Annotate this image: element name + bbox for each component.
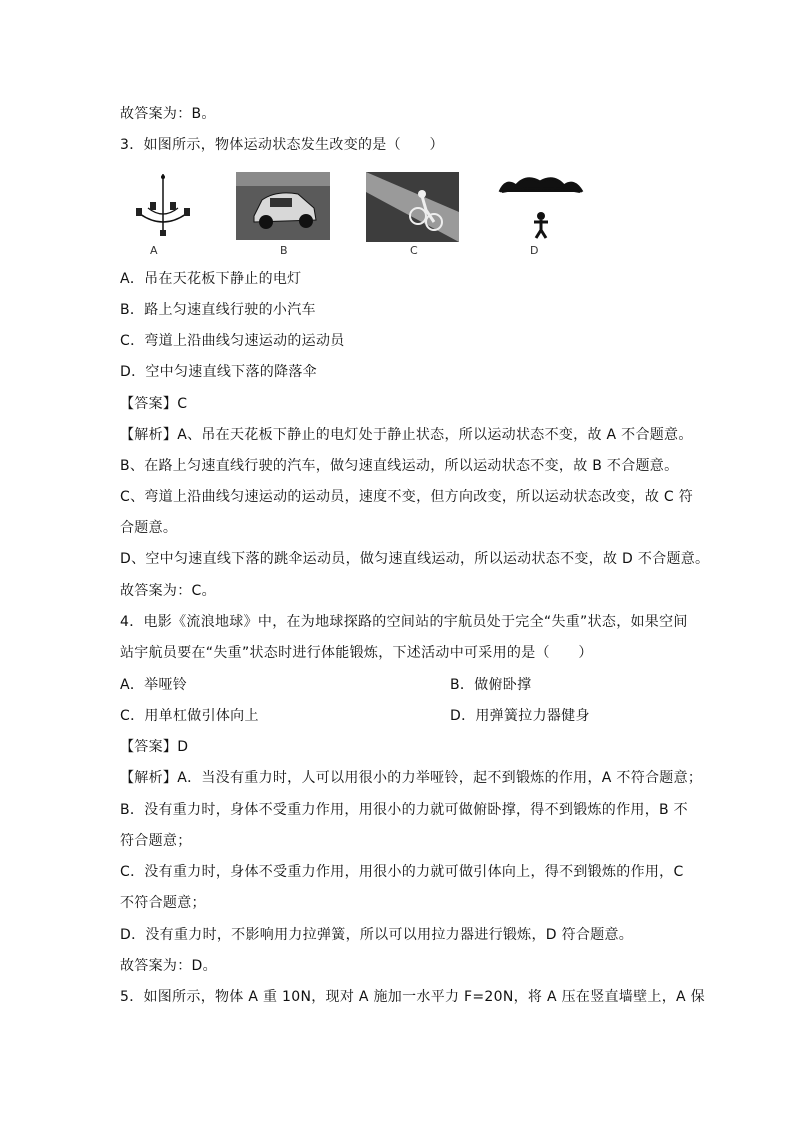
parachute-icon: [496, 172, 586, 242]
q4-option-a: A．举哑铃: [120, 677, 188, 693]
q3-option-c: C．弯道上沿曲线匀速运动的运动员: [120, 333, 345, 349]
chandelier-icon: [130, 172, 222, 242]
car-photo: [236, 172, 330, 240]
q4-option-c: C．用单杠做引体向上: [120, 708, 259, 724]
figure-label-c: C: [410, 244, 418, 257]
question-4-stem-cont: 站宇航员要在“失重”状态时进行体能锻炼，下述活动中可采用的是（ ）: [120, 645, 593, 661]
q4-option-b: B．做俯卧撑: [450, 677, 532, 693]
q4-analysis-b: B．没有重力时，身体不受重力作用，用很小的力就可做俯卧撑，得不到锻炼的作用，B 不: [120, 802, 688, 818]
q4-analysis-c: C．没有重力时，身体不受重力作用，用很小的力就可做引体向上，得不到锻炼的作用，C: [120, 864, 684, 880]
q3-analysis-b: B、在路上匀速直线行驶的汽车，做匀速直线运动，所以运动状态不变，故 B 不合题意。: [120, 458, 679, 474]
q4-answer: 【答案】D: [120, 739, 189, 755]
q3-analysis-a: 【解析】A、吊在天花板下静止的电灯处于静止状态，所以运动状态不变，故 A 不合题意。: [120, 427, 693, 443]
figure-c-cyclist: [366, 172, 459, 242]
question-5-stem: 5．如图所示，物体 A 重 10N，现对 A 施加一水平力 F=20N，将 A 压在竖直墙壁上，A 保: [120, 989, 705, 1005]
q3-answer: 【答案】C: [120, 396, 188, 412]
figure-d-parachute: [496, 172, 586, 242]
q3-conclusion: 故答案为：C。: [120, 583, 216, 599]
question-4-stem: 4．电影《流浪地球》中，在为地球探路的空间站的宇航员处于完全“失重”状态，如果空间: [120, 614, 688, 630]
figure-a-chandelier: [130, 172, 222, 242]
answer-line-q2: 故答案为：B。: [120, 106, 216, 122]
q3-analysis-c: C、弯道上沿曲线匀速运动的运动员，速度不变，但方向改变，所以运动状态改变，故 C 符: [120, 489, 694, 505]
q4-option-d: D．用弹簧拉力器健身: [450, 708, 590, 724]
q4-analysis-d: D．没有重力时，不影响用力拉弹簧，所以可以用拉力器进行锻炼，D 符合题意。: [120, 927, 634, 943]
question-3-stem: 3．如图所示，物体运动状态发生改变的是（ ）: [120, 137, 444, 153]
cyclist-photo: [366, 172, 459, 242]
q4-analysis-a: 【解析】A．当没有重力时，人可以用很小的力举哑铃，起不到锻炼的作用，A 不符合题意；: [120, 770, 703, 786]
q3-analysis-d: D、空中匀速直线下落的跳伞运动员，做匀速直线运动，所以运动状态不变，故 D 不合题意。: [120, 551, 710, 567]
q3-option-a: A．吊在天花板下静止的电灯: [120, 271, 302, 287]
q4-analysis-b-cont: 符合题意；: [120, 833, 192, 849]
q3-analysis-c-cont: 合题意。: [120, 520, 178, 536]
figure-label-b: B: [280, 244, 288, 257]
figure-label-d: D: [530, 244, 539, 257]
q4-analysis-c-cont: 不符合题意；: [120, 895, 206, 911]
q4-conclusion: 故答案为：D。: [120, 958, 217, 974]
q3-option-d: D．空中匀速直线下落的降落伞: [120, 364, 317, 380]
q3-option-b: B．路上匀速直线行驶的小汽车: [120, 302, 316, 318]
figure-b-car: [236, 172, 330, 240]
figure-label-a: A: [150, 244, 158, 257]
